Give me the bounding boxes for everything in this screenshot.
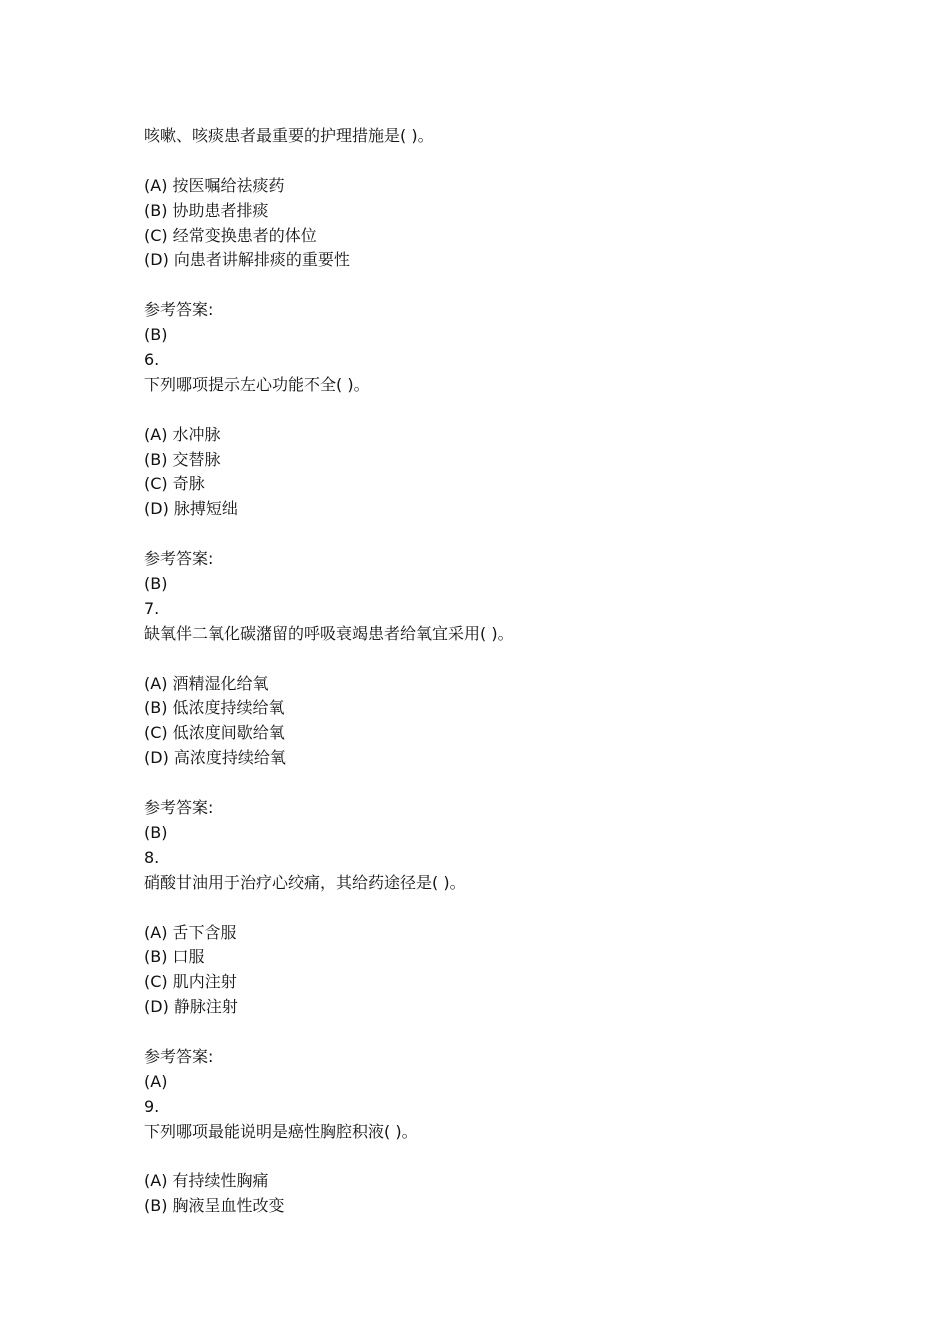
answer-label: 参考答案: xyxy=(144,300,214,320)
question-stem: 咳嗽、咳痰患者最重要的护理措施是( )。 xyxy=(144,126,434,145)
answer-label: 参考答案: xyxy=(144,798,214,818)
spacer xyxy=(144,1145,884,1170)
spacer xyxy=(144,771,884,796)
question-block xyxy=(144,348,884,597)
spacer xyxy=(144,1020,884,1045)
answer-option: (A) 按医嘱给祛痰药 xyxy=(144,175,285,195)
answer-option: (A) 有持续性胸痛 xyxy=(144,1171,269,1191)
answer-option: (B) 胸液呈血性改变 xyxy=(144,1196,285,1216)
question-block xyxy=(144,597,884,846)
answer-option: (A) 舌下含服 xyxy=(144,922,237,942)
question-number: 7. xyxy=(144,598,160,618)
answer-label: 参考答案: xyxy=(144,1046,214,1066)
document-body xyxy=(144,124,884,1219)
answer-option: (C) 低浓度间歇给氧 xyxy=(144,723,285,743)
question-number: 9. xyxy=(144,1096,160,1116)
answer-option: (B) 交替脉 xyxy=(144,449,221,469)
question-block xyxy=(144,124,884,348)
spacer xyxy=(144,522,884,547)
question-stem: 下列哪项最能说明是癌性胸腔积液( )。 xyxy=(144,1121,418,1141)
answer-option: (C) 经常变换患者的体位 xyxy=(144,225,317,245)
answer-option: (D) 高浓度持续给氧 xyxy=(144,748,286,768)
spacer xyxy=(144,273,884,298)
answer-option: (D) 静脉注射 xyxy=(144,997,238,1017)
answer-value: (A) xyxy=(144,1071,168,1091)
spacer xyxy=(144,896,884,921)
answer-option: (B) 口服 xyxy=(144,947,205,967)
answer-option: (C) 肌内注射 xyxy=(144,972,237,992)
spacer xyxy=(144,398,884,423)
question-number: 8. xyxy=(144,847,160,867)
answer-value: (B) xyxy=(144,325,168,345)
answer-option: (D) 向患者讲解排痰的重要性 xyxy=(144,250,350,270)
answer-option: (B) 低浓度持续给氧 xyxy=(144,698,285,718)
question-stem: 硝酸甘油用于治疗心绞痛，其给药途径是( )。 xyxy=(144,872,466,892)
answer-label: 参考答案: xyxy=(144,549,214,569)
question-stem: 下列哪项提示左心功能不全( )。 xyxy=(144,374,370,394)
answer-option: (D) 脉搏短绌 xyxy=(144,499,238,519)
answer-option: (A) 水冲脉 xyxy=(144,424,221,444)
spacer xyxy=(144,647,884,672)
answer-value: (B) xyxy=(144,822,168,842)
answer-option: (C) 奇脉 xyxy=(144,474,205,494)
answer-option: (B) 协助患者排痰 xyxy=(144,200,269,220)
answer-value: (B) xyxy=(144,574,168,594)
question-block xyxy=(144,846,884,1095)
question-block xyxy=(144,1095,884,1219)
question-stem: 缺氧伴二氧化碳潴留的呼吸衰竭患者给氧宜采用( )。 xyxy=(144,623,514,643)
answer-option: (A) 酒精湿化给氧 xyxy=(144,673,269,693)
spacer xyxy=(144,149,884,174)
question-number: 6. xyxy=(144,350,160,370)
